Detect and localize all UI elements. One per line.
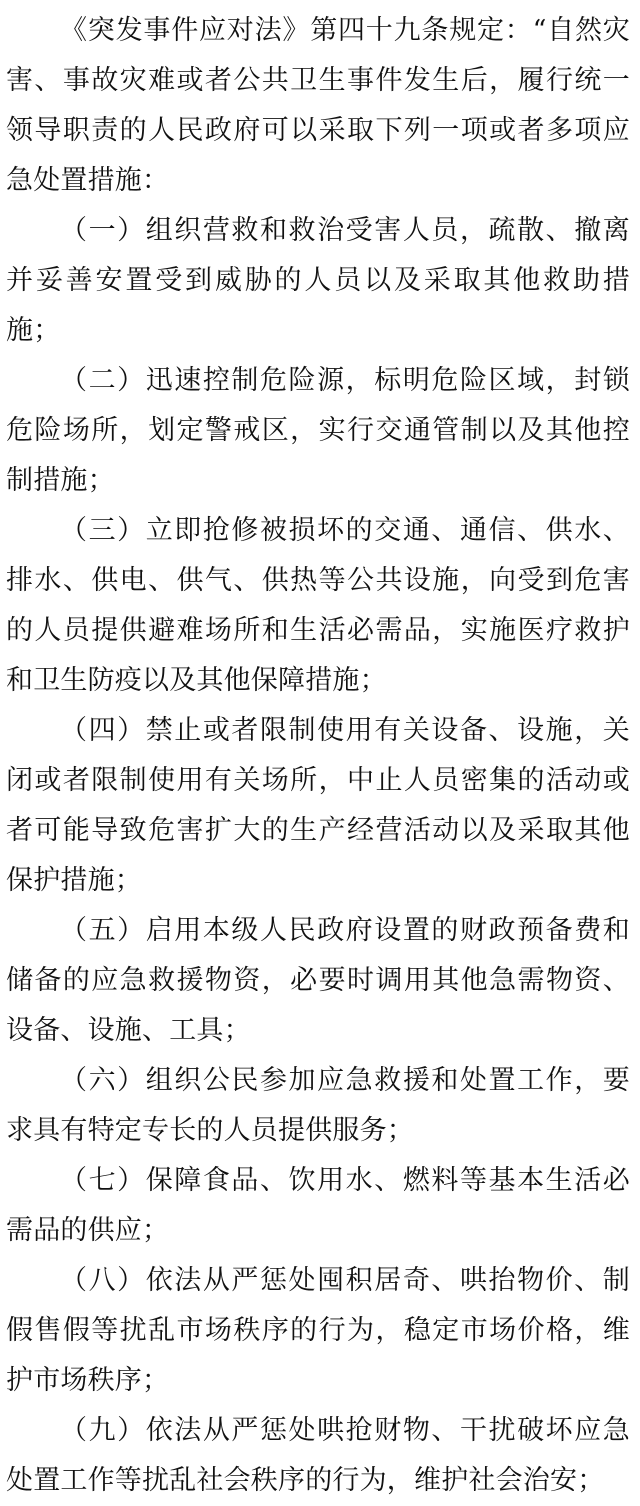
- measure-item-5: （五）启用本级人民政府设置的财政预备费和储备的应急救援物资，必要时调用其他急需物资、设备、设施、工具；: [6, 915, 630, 1046]
- measure-item-2: （二）迅速控制危险源，标明危险区域，封锁危险场所，划定警戒区，实行交通管制以及其他控制措施；: [6, 365, 630, 496]
- measure-item-3: （三）立即抢修被损坏的交通、通信、供水、排水、供电、供气、供热等公共设施，向受到危害的人员提供避难场所和生活必需品，实施医疗救护和卫生防疫以及其他保障措施；: [6, 515, 630, 696]
- measure-item-7: （七）保障食品、饮用水、燃料等基本生活必需品的供应；: [6, 1165, 630, 1246]
- measure-item-4: （四）禁止或者限制使用有关设备、设施，关闭或者限制使用有关场所，中止人员密集的活动或者可能导致危害扩大的生产经营活动以及采取其他保护措施；: [6, 715, 630, 896]
- measure-item-9: （九）依法从严惩处哄抢财物、干扰破坏应急处置工作等扰乱社会秩序的行为，维护社会治安；: [6, 1415, 630, 1496]
- measure-item-8: （八）依法从严惩处囤积居奇、哄抬物价、制假售假等扰乱市场秩序的行为，稳定市场价格，维护市场秩序；: [6, 1265, 630, 1396]
- measure-item-1: （一）组织营救和救治受害人员，疏散、撤离并妥善安置受到威胁的人员以及采取其他救助措施；: [6, 215, 630, 346]
- measure-item-6: （六）组织公民参加应急救援和处置工作，要求具有特定专长的人员提供服务；: [6, 1065, 630, 1146]
- intro-paragraph: 《突发事件应对法》第四十九条规定：“自然灾害、事故灾难或者公共卫生事件发生后，履行统一领导职责的人民政府可以采取下列一项或者多项应急处置措施：: [6, 15, 630, 196]
